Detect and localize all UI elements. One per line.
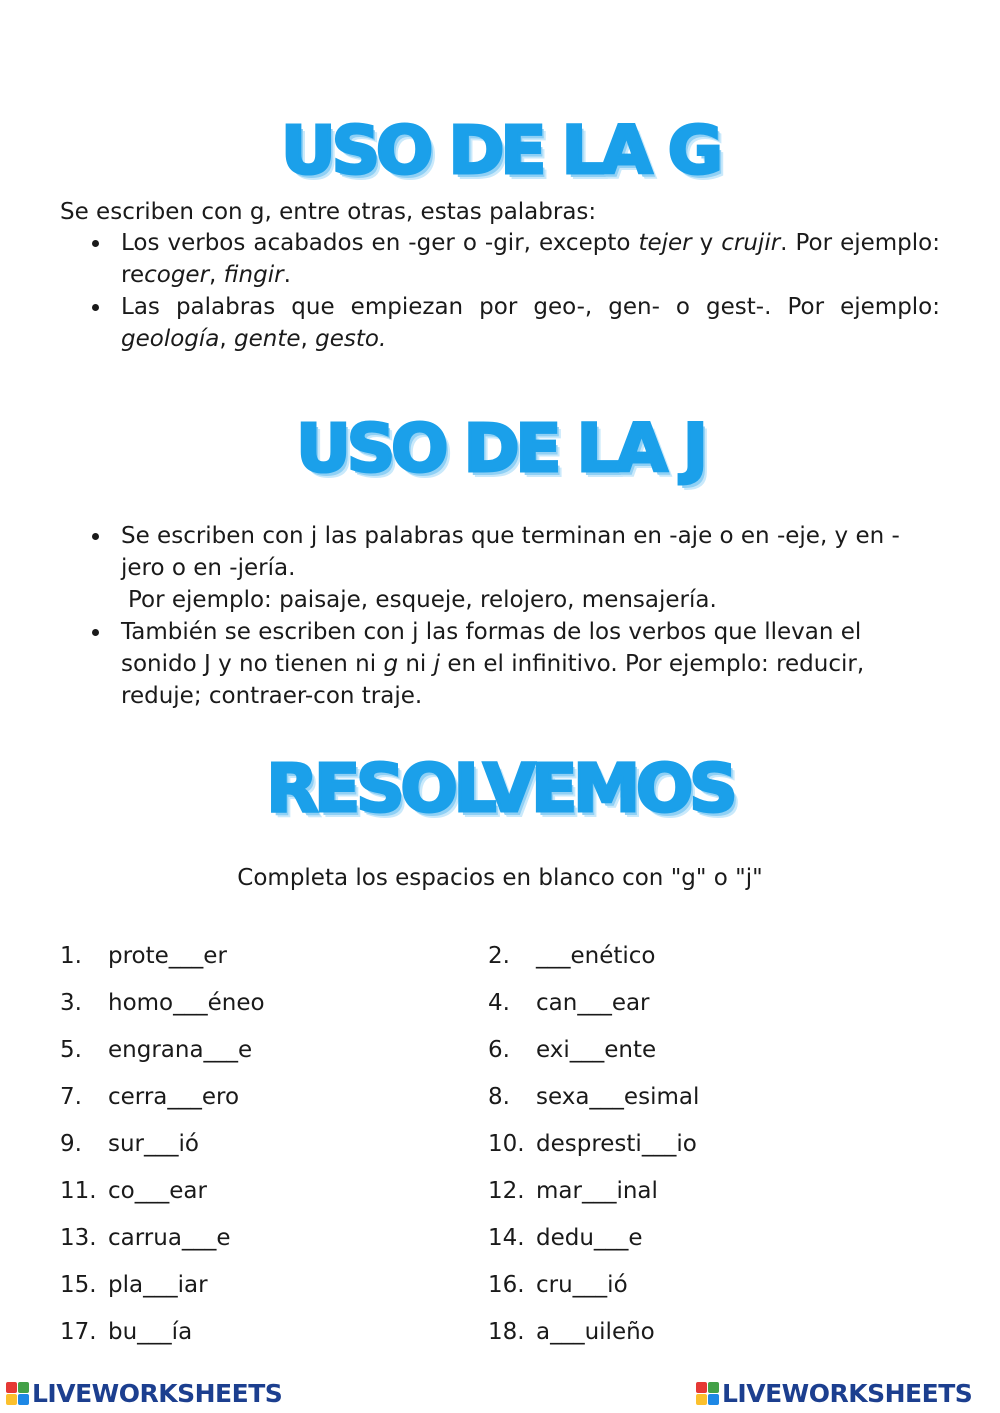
exercise-item[interactable]	[60, 1269, 208, 1301]
exercise-item[interactable]	[60, 987, 265, 1019]
rule-j-verb-forms: También se escriben con j las formas de los verbos que llevan el sonido J y no tienen ni g ni j en el infinitivo. Por ejemplo: reducir, reduje; contraer-con traje.	[88, 616, 940, 712]
exercise-instruction: Completa los espacios en blanco con "g" o "j"	[237, 865, 763, 891]
exercise-item[interactable]	[488, 1269, 628, 1301]
rule-g-prefixes: Las palabras que empiezan por geo-, gen- o gest-. Por ejemplo: geología, gente, gesto.	[88, 291, 940, 355]
exercise-word[interactable]: ___enético	[536, 943, 656, 969]
exercise-word[interactable]: pla___iar	[108, 1272, 208, 1298]
exercise-row	[60, 940, 940, 987]
logo-block-green	[18, 1382, 29, 1393]
exercise-number: 15.	[60, 1272, 97, 1298]
section-g-rules	[88, 227, 940, 355]
exercise-word[interactable]: dedu___e	[536, 1225, 643, 1251]
rule-j-endings-example: Por ejemplo: paisaje, esqueje, relojero, mensajería.	[128, 587, 717, 613]
exercise-word[interactable]: bu___ía	[108, 1319, 193, 1345]
logo-block-yellow	[696, 1394, 707, 1405]
exercise-number: 16.	[488, 1272, 525, 1298]
exercise-item[interactable]	[488, 1128, 697, 1160]
exercise-row	[60, 1034, 940, 1081]
logo-block-blue	[708, 1394, 719, 1405]
rule-g-verbs: Los verbos acabados en -ger o -gir, excepto tejer y crujir. Por ejemplo: recoger, fingir.	[88, 227, 940, 291]
exercise-number: 5.	[60, 1037, 82, 1063]
exercise-word[interactable]: sexa___esimal	[536, 1084, 700, 1110]
exercise-item[interactable]	[60, 940, 227, 972]
logo-block-red	[6, 1382, 17, 1393]
exercise-number: 14.	[488, 1225, 525, 1251]
liveworksheets-logo-icon	[696, 1382, 719, 1405]
exercise-word[interactable]: cru___ió	[536, 1272, 628, 1298]
exercise-number: 7.	[60, 1084, 82, 1110]
exercise-row	[60, 1269, 940, 1316]
logo-block-green	[708, 1382, 719, 1393]
section-j-rules	[88, 520, 940, 712]
exercise-number: 11.	[60, 1178, 97, 1204]
footer-brand-text: LIVEWORKSHEETS	[722, 1378, 973, 1408]
exercise-item[interactable]	[488, 1222, 643, 1254]
exercise-number: 6.	[488, 1037, 510, 1063]
exercise-word[interactable]: carrua___e	[108, 1225, 231, 1251]
exercise-row	[60, 1175, 940, 1222]
exercise-list	[60, 940, 940, 1363]
exercise-row	[60, 1081, 940, 1128]
heading-uso-de-la-j: USO DE LA J	[296, 410, 704, 487]
exercise-number: 18.	[488, 1319, 525, 1345]
exercise-item[interactable]	[488, 940, 656, 972]
exercise-number: 17.	[60, 1319, 97, 1345]
exercise-number: 8.	[488, 1084, 510, 1110]
exercise-number: 3.	[60, 990, 82, 1016]
exercise-number: 12.	[488, 1178, 525, 1204]
logo-block-blue	[18, 1394, 29, 1405]
liveworksheets-logo-icon	[6, 1382, 29, 1405]
exercise-row	[60, 1316, 940, 1363]
exercise-word[interactable]: despresti___io	[536, 1131, 697, 1157]
footer-brand-left	[6, 1378, 282, 1408]
rule-j-endings: Se escriben con j las palabras que terminan en -aje o en -eje, y en -jero o en -jería.	[88, 520, 940, 584]
footer-brand-right	[696, 1378, 972, 1408]
exercise-item[interactable]	[60, 1222, 231, 1254]
exercise-item[interactable]	[488, 1081, 699, 1113]
exercise-word[interactable]: engrana___e	[108, 1037, 253, 1063]
exercise-row	[60, 1128, 940, 1175]
footer-brand-text: LIVEWORKSHEETS	[32, 1378, 283, 1408]
exercise-item[interactable]	[488, 1175, 658, 1207]
exercise-number: 10.	[488, 1131, 525, 1157]
exercise-item[interactable]	[60, 1034, 252, 1066]
exercise-item[interactable]	[488, 1316, 655, 1348]
exercise-word[interactable]: sur___ió	[108, 1131, 199, 1157]
exercise-word[interactable]: homo___éneo	[108, 990, 265, 1016]
section-g-intro: Se escriben con g, entre otras, estas palabras:	[60, 199, 597, 225]
exercise-item[interactable]	[488, 1034, 656, 1066]
exercise-item[interactable]	[60, 1081, 239, 1113]
exercise-item[interactable]	[488, 987, 650, 1019]
exercise-word[interactable]: co___ear	[108, 1178, 207, 1204]
logo-block-red	[696, 1382, 707, 1393]
exercise-row	[60, 1222, 940, 1269]
exercise-word[interactable]: can___ear	[536, 990, 650, 1016]
exercise-number: 2.	[488, 943, 510, 969]
exercise-word[interactable]: prote___er	[108, 943, 227, 969]
exercise-word[interactable]: exi___ente	[536, 1037, 657, 1063]
heading-resolvemos: RESOLVEMOS	[266, 750, 734, 827]
exercise-row	[60, 987, 940, 1034]
exercise-number: 13.	[60, 1225, 97, 1251]
exercise-number: 1.	[60, 943, 82, 969]
exercise-item[interactable]	[60, 1316, 192, 1348]
heading-uso-de-la-g: USO DE LA G	[281, 112, 719, 189]
exercise-item[interactable]	[60, 1128, 199, 1160]
exercise-number: 4.	[488, 990, 510, 1016]
exercise-word[interactable]: mar___inal	[536, 1178, 658, 1204]
logo-block-yellow	[6, 1394, 17, 1405]
exercise-word[interactable]: cerra___ero	[108, 1084, 240, 1110]
exercise-number: 9.	[60, 1131, 82, 1157]
exercise-word[interactable]: a___uileño	[536, 1319, 655, 1345]
exercise-item[interactable]	[60, 1175, 207, 1207]
